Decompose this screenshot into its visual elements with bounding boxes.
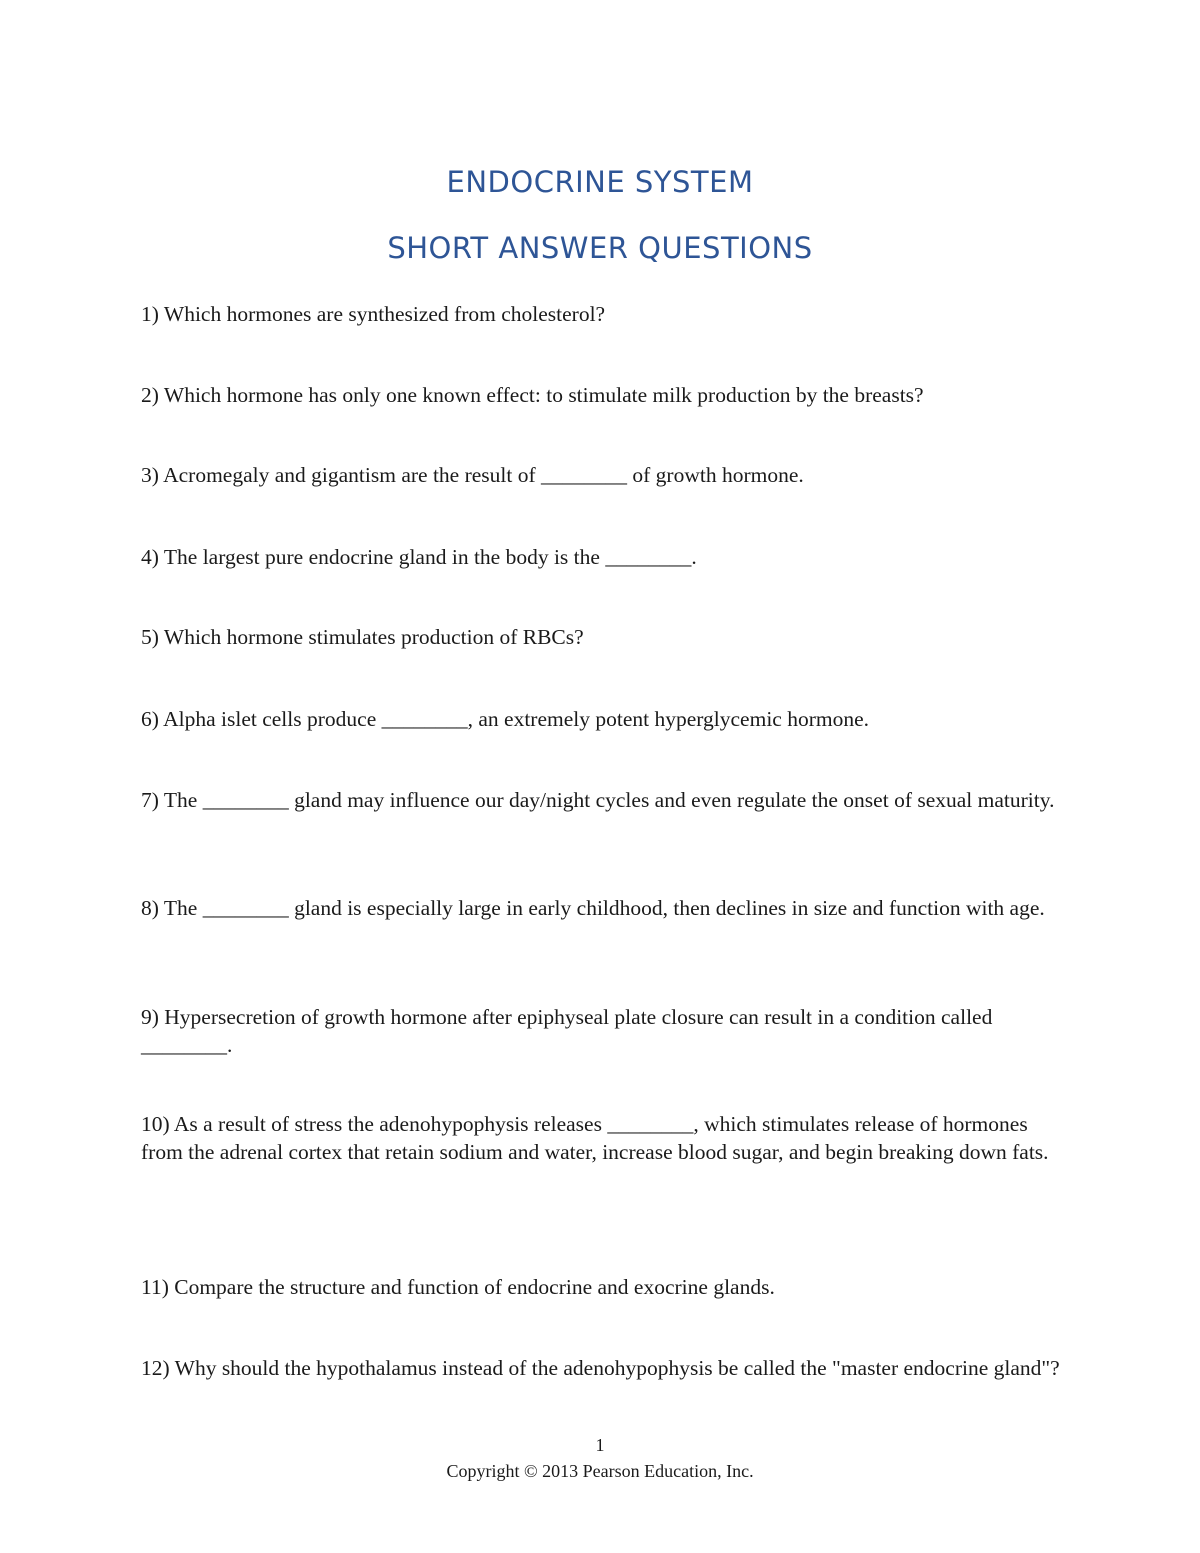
page-number: 1 <box>595 1435 605 1455</box>
page-subtitle: SHORT ANSWER QUESTIONS <box>387 231 813 265</box>
question-10: 10) As a result of stress the adenohypophysis releases ________, which stimulates release of hormones from the adrenal cortex that retain sodium and water, increase blood sugar, and begin breaking down fats. <box>141 1112 1049 1164</box>
question-4: 4) The largest pure endocrine gland in the body is the ________. <box>141 545 697 569</box>
question-7: 7) The ________ gland may influence our day/night cycles and even regulate the onset of sexual maturity. <box>141 788 1055 812</box>
copyright-notice: Copyright © 2013 Pearson Education, Inc. <box>446 1461 754 1481</box>
question-12: 12) Why should the hypothalamus instead of the adenohypophysis be called the "master endocrine gland"? <box>141 1356 1060 1380</box>
question-5: 5) Which hormone stimulates production of RBCs? <box>141 625 584 649</box>
question-11: 11) Compare the structure and function of endocrine and exocrine glands. <box>141 1275 775 1299</box>
question-1: 1) Which hormones are synthesized from cholesterol? <box>141 302 606 326</box>
question-8: 8) The ________ gland is especially large in early childhood, then declines in size and function with age. <box>141 896 1045 920</box>
question-3: 3) Acromegaly and gigantism are the result of ________ of growth hormone. <box>141 463 804 487</box>
page-title: ENDOCRINE SYSTEM <box>446 165 754 199</box>
question-6: 6) Alpha islet cells produce ________, an extremely potent hyperglycemic hormone. <box>141 707 870 731</box>
question-2: 2) Which hormone has only one known effect: to stimulate milk production by the breasts? <box>141 383 924 407</box>
question-9: 9) Hypersecretion of growth hormone after epiphyseal plate closure can result in a condition called ________. <box>141 1005 993 1057</box>
